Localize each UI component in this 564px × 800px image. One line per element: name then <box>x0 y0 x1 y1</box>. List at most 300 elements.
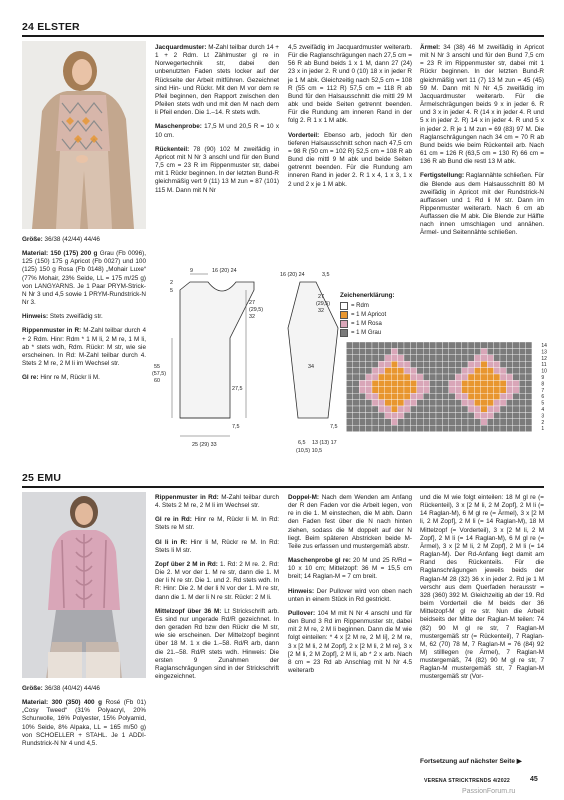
schematic-back-side-6: 60 <box>154 378 160 384</box>
chart-cell <box>340 348 346 354</box>
chart-cell <box>462 387 468 393</box>
chart-cell <box>487 387 493 393</box>
chart-cell <box>481 380 487 386</box>
chart-cell <box>417 380 423 386</box>
chart-cell <box>398 374 404 380</box>
chart-cell <box>468 406 474 412</box>
chart-cell <box>468 400 474 406</box>
chart-cell <box>513 406 519 412</box>
chart-cell <box>474 387 480 393</box>
chart-cell <box>430 348 436 354</box>
chart-cell <box>519 400 525 406</box>
schematic-sleeve-top-2: 3,5 <box>322 272 330 278</box>
chart-cell <box>423 425 429 431</box>
chart-cell <box>532 387 538 393</box>
chart-cell <box>430 406 436 412</box>
chart-cell <box>436 368 442 374</box>
chart-cell <box>436 361 442 367</box>
chart-cell <box>532 400 538 406</box>
chart-cell <box>417 387 423 393</box>
chart-cell <box>436 342 442 348</box>
elster-jacquard: Jacquardmuster: M-Zahl teilbar durch 14 + 1 + 2 Rdm. Lt Zählmuster gl re in Norwegertechnik str, dabei den unbenutzten Faden stets locker auf der Rückseite der Arbeit mitführen. Gezeichnet sind Hin- und Rückr. Mit den M vor dem re Pfeil beginnen, den Rapport zwischen den Pfeilen stets wdh und mit den M nach dem li Pfeil enden. Die 1.–14. R stets wdh. <box>155 44 279 117</box>
chart-cell <box>385 380 391 386</box>
chart-cell <box>372 374 378 380</box>
chart-cell <box>359 374 365 380</box>
chart-cell <box>519 348 525 354</box>
chart-cell <box>532 406 538 412</box>
chart-cell <box>366 412 372 418</box>
chart-cell <box>404 419 410 425</box>
chart-cell <box>462 393 468 399</box>
chart-cell <box>513 425 519 431</box>
chart-cell <box>474 368 480 374</box>
chart-cell <box>487 400 493 406</box>
chart-cell <box>513 361 519 367</box>
chart-cell <box>410 355 416 361</box>
chart-cell <box>455 355 461 361</box>
chart-cell <box>468 348 474 354</box>
chart-cell <box>423 419 429 425</box>
chart-cell <box>474 400 480 406</box>
chart-cell <box>449 419 455 425</box>
chart-cell <box>519 412 525 418</box>
chart-cell <box>494 348 500 354</box>
chart-cell <box>519 342 525 348</box>
chart-cell <box>487 361 493 367</box>
chart-cell <box>468 342 474 348</box>
chart-cell <box>494 374 500 380</box>
chart-cell <box>506 348 512 354</box>
chart-cell <box>487 380 493 386</box>
chart-cell <box>500 380 506 386</box>
chart-cell <box>353 412 359 418</box>
chart-cell <box>462 419 468 425</box>
chart-cell <box>519 419 525 425</box>
schematic-back <box>150 268 290 460</box>
chart-cell <box>474 406 480 412</box>
chart-cell <box>404 368 410 374</box>
chart-cell <box>481 425 487 431</box>
chart-cell <box>423 368 429 374</box>
chart-cell <box>442 406 448 412</box>
chart-cell <box>494 419 500 425</box>
chart-cell <box>462 368 468 374</box>
chart-cell <box>404 425 410 431</box>
chart-cell <box>372 425 378 431</box>
chart-cell <box>436 380 442 386</box>
chart-cell <box>404 355 410 361</box>
chart-cell <box>436 374 442 380</box>
legend-title: Zeichenerklärung: <box>340 292 395 299</box>
chart-cell <box>340 355 346 361</box>
chart-cell <box>474 380 480 386</box>
chart-row-number: 10 <box>541 368 547 375</box>
chart-cell <box>417 374 423 380</box>
chart-cell <box>391 387 397 393</box>
chart-cell <box>398 400 404 406</box>
chart-cell <box>519 393 525 399</box>
chart-cell <box>442 380 448 386</box>
chart-cell <box>462 355 468 361</box>
chart-cell <box>481 342 487 348</box>
chart-cell <box>404 387 410 393</box>
chart-cell <box>474 393 480 399</box>
chart-cell <box>500 412 506 418</box>
chart-cell <box>398 393 404 399</box>
chart-cell <box>442 387 448 393</box>
chart-cell <box>513 342 519 348</box>
schematic-back-shape <box>180 282 254 418</box>
chart-cell <box>378 374 384 380</box>
watermark-text: PassionForum.ru <box>462 788 516 795</box>
chart-cell <box>436 425 442 431</box>
chart-cell <box>410 380 416 386</box>
chart-cell <box>410 400 416 406</box>
chart-cell <box>417 412 423 418</box>
chart-cell <box>410 342 416 348</box>
schematic-sleeve-bottom-2: 13 (13) 17 <box>312 440 337 446</box>
chart-cell <box>455 374 461 380</box>
chart-cell <box>449 342 455 348</box>
chart-cell <box>385 393 391 399</box>
chart-cell <box>372 406 378 412</box>
chart-cell <box>372 412 378 418</box>
chart-cell <box>487 406 493 412</box>
chart-cell <box>404 374 410 380</box>
chart-cell <box>500 355 506 361</box>
chart-cell <box>372 342 378 348</box>
chart-cell <box>481 361 487 367</box>
chart-cell <box>455 361 461 367</box>
legend-swatch <box>340 311 348 319</box>
chart-cell <box>353 355 359 361</box>
chart-cell <box>423 380 429 386</box>
chart-cell <box>417 342 423 348</box>
chart-cell <box>372 393 378 399</box>
chart-cell <box>474 374 480 380</box>
schematic-sleeve-side-2: (29,5) <box>316 301 331 307</box>
chart-cell <box>468 387 474 393</box>
elster-stockinette: Gl re: Hinr re M, Rückr li M. <box>22 374 100 382</box>
chart-cell <box>398 355 404 361</box>
chart-row-number: 4 <box>541 407 545 413</box>
chart-cell <box>494 393 500 399</box>
elster-back-continued: 4,5 zweifädig im Jacquardmuster weiterarb. Für die Raglanschrägungen nach 27,5 cm = 56 R ab Bund beids 1 x 1 M, dann 27 (24) 23 x in jeder 2. R und 0 (10) 18 x in jeder R je 1 M abk. Gleichzeitig nach 52,5 cm = 108 R (55 cm = 112 R) 57,5 cm = 118 R ab Bund für den Halsausschnitt die mittl 29 M abk und beide Seiten getrennt beenden. Für die Rundung am inneren Rand in der folg 2. R 1 x 1 M abk. <box>288 44 412 125</box>
jacquard-chart-row-numbers <box>541 343 547 432</box>
chart-cell <box>519 355 525 361</box>
chart-cell <box>487 342 493 348</box>
chart-row-number: 1 <box>541 426 545 433</box>
chart-cell <box>500 393 506 399</box>
chart-cell <box>442 348 448 354</box>
chart-cell <box>481 387 487 393</box>
chart-cell <box>442 425 448 431</box>
chart-cell <box>353 400 359 406</box>
chart-cell <box>526 425 532 431</box>
chart-cell <box>378 419 384 425</box>
chart-cell <box>378 348 384 354</box>
chart-cell <box>385 425 391 431</box>
chart-cell <box>468 393 474 399</box>
chart-cell <box>423 393 429 399</box>
chart-cell <box>526 368 532 374</box>
continue-next-page-link[interactable]: Fortsetzung auf nächster Seite ▶ <box>420 758 522 765</box>
chart-cell <box>346 355 352 361</box>
chart-cell <box>500 400 506 406</box>
chart-cell <box>410 374 416 380</box>
chart-cell <box>500 406 506 412</box>
chart-cell <box>449 425 455 431</box>
chart-cell <box>532 368 538 374</box>
chart-cell <box>519 387 525 393</box>
chart-cell <box>455 348 461 354</box>
chart-cell <box>410 387 416 393</box>
chart-cell <box>513 348 519 354</box>
chart-cell <box>532 412 538 418</box>
chart-cell <box>506 412 512 418</box>
chart-cell <box>340 393 346 399</box>
model-photo-emu <box>22 492 146 678</box>
chart-cell <box>378 393 384 399</box>
chart-cell <box>430 419 436 425</box>
chart-cell <box>430 342 436 348</box>
chart-cell <box>353 425 359 431</box>
chart-cell <box>506 355 512 361</box>
schematic-sleeve-side-4: 34 <box>308 364 314 370</box>
chart-cell <box>385 412 391 418</box>
schematic-back-side-2: (29,5) <box>249 307 264 313</box>
chart-cell <box>449 393 455 399</box>
chart-cell <box>385 387 391 393</box>
schematic-back-side-8: 7,5 <box>232 424 240 430</box>
schematic-back-side-5: (57,5) <box>152 371 167 377</box>
schematic-sleeve-shape <box>288 282 338 418</box>
chart-cell <box>404 406 410 412</box>
chart-cell <box>436 406 442 412</box>
chart-cell <box>385 374 391 380</box>
section-title-elster: 24 ELSTER <box>22 21 80 33</box>
chart-cell <box>353 374 359 380</box>
emu-rib-pattern: Rippenmuster in Rd: M-Zahl teilbar durch 4. Stets 2 M re, 2 M li im Wechsel str. <box>155 494 279 510</box>
chart-cell <box>430 393 436 399</box>
legend-item-grau: = 1 M Grau <box>340 329 381 337</box>
chart-cell <box>462 412 468 418</box>
legend-item-apricot: = 1 M Apricot <box>340 311 386 319</box>
chart-cell <box>494 400 500 406</box>
chart-cell <box>340 361 346 367</box>
chart-cell <box>372 400 378 406</box>
section-rule <box>22 486 544 488</box>
chart-cell <box>340 400 346 406</box>
chart-cell <box>500 342 506 348</box>
chart-cell <box>487 412 493 418</box>
chart-cell <box>366 393 372 399</box>
chart-cell <box>346 393 352 399</box>
chart-cell <box>378 342 384 348</box>
chart-cell <box>404 412 410 418</box>
chart-cell <box>436 419 442 425</box>
chart-cell <box>372 380 378 386</box>
elster-size: Größe: 36/38 (42/44) 44/46 <box>22 236 100 243</box>
chart-cell <box>519 380 525 386</box>
chart-cell <box>462 342 468 348</box>
chart-cell <box>366 425 372 431</box>
chart-cell <box>359 406 365 412</box>
chart-cell <box>346 387 352 393</box>
chart-cell <box>340 380 346 386</box>
chart-cell <box>449 368 455 374</box>
chart-cell <box>506 425 512 431</box>
chart-cell <box>385 355 391 361</box>
emu-center-cable: Mittelzopf über 36 M: Lt Strickschrift arb. Es sind nur ungerade Rd/R gezeichnet. In den geraden Rd bzw den Rückr die M str, wie sie erscheinen. Der Mittelzopf beginnt über 18 M. 1 x die 1.–58. Rd/R arb, dann die 21.–58. Rd/R stets wdh. Hinweis: Die ersten 9 Zunahmen der Raglanschrägungen sind in der Strickschrift eingezeichnet. <box>155 607 279 680</box>
chart-cell <box>506 387 512 393</box>
chart-cell <box>449 374 455 380</box>
chart-cell <box>346 400 352 406</box>
chart-cell <box>417 406 423 412</box>
chart-cell <box>442 400 448 406</box>
chart-cell <box>423 342 429 348</box>
chart-cell <box>442 342 448 348</box>
chart-cell <box>519 361 525 367</box>
chart-cell <box>513 380 519 386</box>
chart-cell <box>353 406 359 412</box>
elster-hint: Hinweis: Stets zweifädig str. <box>22 313 103 321</box>
legend-swatch <box>340 320 348 328</box>
chart-cell <box>462 374 468 380</box>
chart-cell <box>474 361 480 367</box>
emu-size: Größe: 36/38 (40/42) 44/46 <box>22 685 100 692</box>
jacquard-chart-grid <box>340 342 538 432</box>
chart-cell <box>398 348 404 354</box>
chart-cell <box>500 361 506 367</box>
emu-cable-2: Zopf über 2 M in Rd: 1. Rd: 2 M re. 2. Rd: Die 2. M vor der 1. M re str, dann die 1. M der li N re str. Die 1. und 2. Rd stets wdh. In R: Hinr: Die 2. M der li N vor der 1. M re str, dann die 1. M der li N re str. Rückr: 2 M li. <box>155 560 279 601</box>
chart-cell <box>353 393 359 399</box>
chart-row-number: 6 <box>541 394 545 401</box>
chart-cell <box>366 368 372 374</box>
chart-cell <box>430 368 436 374</box>
chart-cell <box>340 342 346 348</box>
emu-stockinette: Gl re in Rd: Hinr re M, Rückr li M. In Rd: Stets re M str. <box>155 516 279 532</box>
chart-cell <box>513 368 519 374</box>
elster-column-3 <box>288 44 412 272</box>
chart-cell <box>346 361 352 367</box>
chart-cell <box>423 406 429 412</box>
chart-cell <box>494 412 500 418</box>
chart-cell <box>481 348 487 354</box>
chart-cell <box>404 400 410 406</box>
schematic-sleeve-side-3: 32 <box>318 308 324 314</box>
chart-cell <box>366 342 372 348</box>
chart-cell <box>506 400 512 406</box>
chart-cell <box>455 342 461 348</box>
chart-cell <box>398 387 404 393</box>
chart-cell <box>506 374 512 380</box>
elster-rib-pattern: Rippenmuster in R: M-Zahl teilbar durch 4 + 2 Rdm. Hinr: Rdm * 1 M li, 2 M re, 1 M li, ab * stets wdh, Rdm. Rückr: M str, wie sie erscheinen. In Rd: M-Zahl teilbar durch 4. Stets 2 M re, 2 M li im Wechsel str. <box>22 327 146 368</box>
chart-cell <box>455 400 461 406</box>
chart-row-number: 12 <box>541 355 547 362</box>
chart-cell <box>526 342 532 348</box>
chart-cell <box>385 368 391 374</box>
elster-column-1 <box>22 236 146 462</box>
chart-cell <box>487 355 493 361</box>
chart-cell <box>487 368 493 374</box>
chart-cell <box>532 361 538 367</box>
chart-cell <box>346 412 352 418</box>
chart-cell <box>353 368 359 374</box>
chart-cell <box>474 425 480 431</box>
chart-cell <box>391 380 397 386</box>
chart-row-number: 5 <box>541 400 545 407</box>
chart-cell <box>391 419 397 425</box>
chart-cell <box>404 348 410 354</box>
chart-cell <box>449 380 455 386</box>
chart-cell <box>404 361 410 367</box>
chart-cell <box>474 348 480 354</box>
chart-cell <box>353 342 359 348</box>
schematic-back-label-left-1: 2 <box>170 280 173 286</box>
chart-cell <box>430 387 436 393</box>
chart-cell <box>417 348 423 354</box>
chart-cell <box>487 393 493 399</box>
chart-cell <box>487 425 493 431</box>
schematic-sleeve-side-1: 27 <box>318 294 324 300</box>
chart-cell <box>391 355 397 361</box>
schematic-back-label-left-2: 5 <box>170 288 173 294</box>
chart-cell <box>410 406 416 412</box>
emu-reverse-stockinette: Gl li in R: Hinr li M, Rückr re M. In Rd: Stets li M str. <box>155 538 280 554</box>
chart-cell <box>442 368 448 374</box>
chart-cell <box>494 380 500 386</box>
schematic-back-side-3: 32 <box>249 314 255 320</box>
chart-cell <box>359 425 365 431</box>
chart-cell <box>417 355 423 361</box>
chart-cell <box>513 387 519 393</box>
chart-cell <box>506 393 512 399</box>
chart-cell <box>436 387 442 393</box>
chart-cell <box>500 387 506 393</box>
chart-cell <box>423 374 429 380</box>
chart-cell <box>378 400 384 406</box>
emu-column-2 <box>155 494 279 766</box>
chart-cell <box>346 374 352 380</box>
schematic-back-bottom: 25 (29) 33 <box>192 442 217 448</box>
chart-row-number: 8 <box>541 381 545 388</box>
emu-gauge: Maschenprobe gl re: 20 M und 25 R/Rd = 10 x 10 cm; Mittelzopf: 36 M = 15,5 cm breit; 14 Raglan-M = 7 cm breit. <box>288 557 412 581</box>
chart-cell <box>366 419 372 425</box>
chart-cell <box>436 400 442 406</box>
chart-cell <box>481 400 487 406</box>
chart-cell <box>436 393 442 399</box>
legend-item-rosa: = 1 M Rosa <box>340 320 382 328</box>
chart-cell <box>385 342 391 348</box>
chart-cell <box>359 412 365 418</box>
chart-cell <box>398 419 404 425</box>
chart-row-number: 13 <box>541 349 547 356</box>
chart-cell <box>417 368 423 374</box>
chart-cell <box>526 361 532 367</box>
chart-cell <box>359 393 365 399</box>
elster-column-4 <box>420 44 544 356</box>
chart-cell <box>391 425 397 431</box>
chart-cell <box>417 419 423 425</box>
chart-cell <box>500 368 506 374</box>
chart-cell <box>423 361 429 367</box>
emu-material: Material: 300 (350) 400 g Rosé (Fb 01) „Cosy Tweed“ (31% Polyacryl, 20% Schurwolle, 16% Polyester, 15% Polyamid, 10% Seide, 8% Alpaka, LL = 165 m/50 g) von SCHOELLER + STAHL. Je 1 ADDI-Rundstrick-N Nr 4 und 4,5. <box>22 699 147 747</box>
chart-cell <box>423 400 429 406</box>
schematic-sleeve-top-1: 16 (20) 24 <box>280 272 305 278</box>
chart-cell <box>366 387 372 393</box>
chart-cell <box>455 419 461 425</box>
